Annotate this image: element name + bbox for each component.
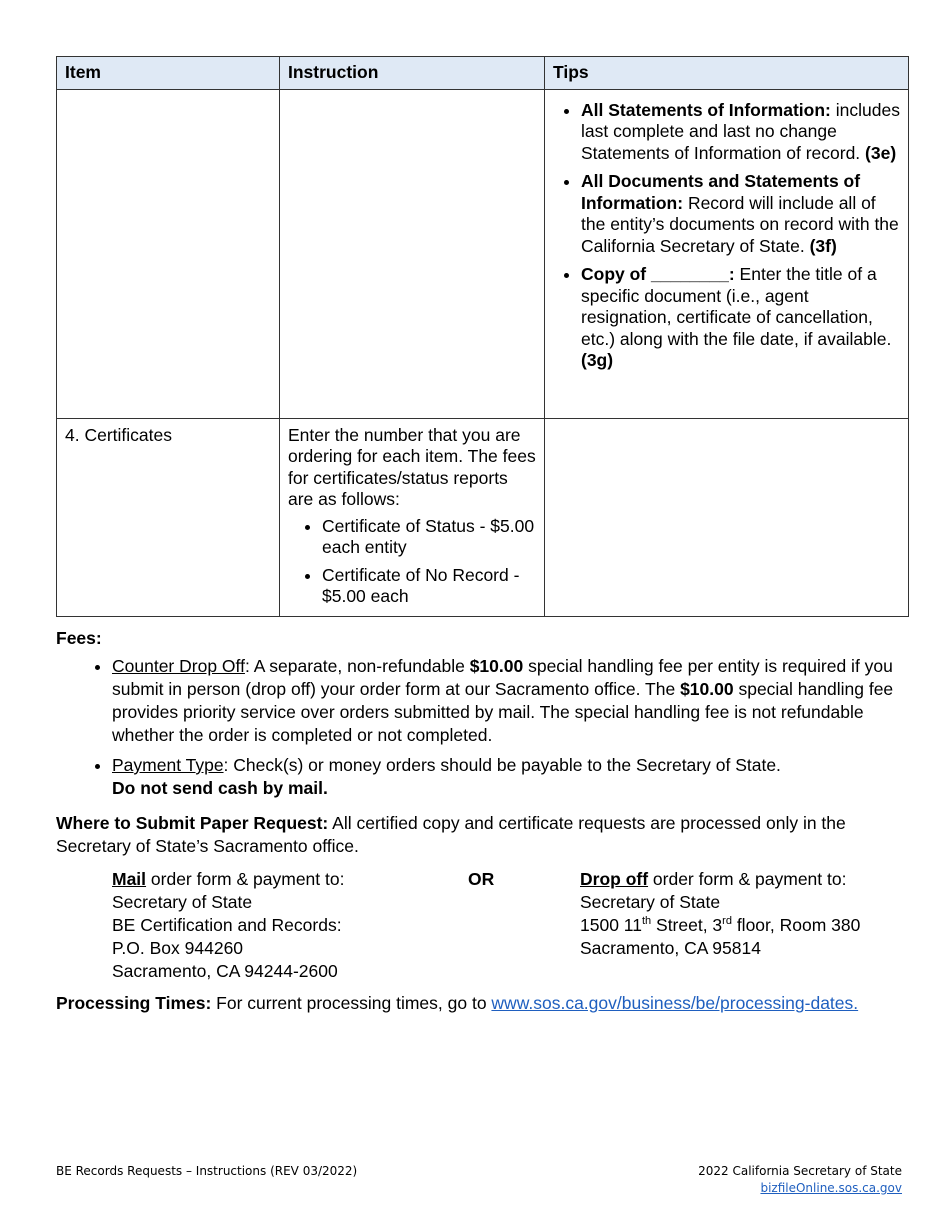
item-cell: 4. Certificates: [57, 418, 280, 616]
tips-cell: [545, 89, 909, 418]
payment-warning: Do not send cash by mail.: [112, 778, 328, 798]
address-line: Secretary of State: [580, 892, 721, 912]
ordinal-suffix: th: [641, 915, 652, 928]
ordinal-suffix: rd: [722, 915, 732, 928]
processing-dates-link[interactable]: www.sos.ca.gov/business/be/processing-dates.: [491, 993, 859, 1013]
counter-drop-off-label: Counter Drop Off: [112, 656, 245, 676]
processing-text: For current processing times, go to: [211, 993, 492, 1013]
instruction-cell: [280, 418, 545, 616]
drop-off-label: Drop off: [580, 869, 649, 889]
table-row: [57, 89, 909, 418]
street-part: Street, 3: [651, 915, 723, 935]
mail-label-rest: order form & payment to:: [146, 869, 345, 889]
tips-cell: [545, 418, 909, 616]
mail-address: [112, 868, 344, 983]
submit-paragraph: [56, 812, 908, 858]
certificate-list: [288, 516, 536, 608]
submit-text: All certified copy and certificate requests are processed only in the Secretary of State’s Sacramento office.: [56, 813, 846, 856]
address-line: [580, 914, 860, 937]
fee-text: special handling fee provides priority service over orders submitted by mail. The special handling fee is not refundable whether the order is completed or not completed.: [112, 679, 894, 745]
fees-heading: Fees:: [56, 627, 102, 648]
address-line: Sacramento, CA 95814: [580, 938, 761, 958]
address-line: Sacramento, CA 94244-2600: [112, 961, 338, 981]
table-row: [57, 418, 909, 616]
fee-amount: $10.00: [469, 656, 524, 676]
footer-revision: BE Records Requests – Instructions (REV 03/2022): [56, 1164, 358, 1178]
tip-heading: Copy of ________:: [581, 264, 735, 284]
header-instruction: Instruction: [280, 57, 545, 90]
fee-text: special handling fee per entity is required if you submit in person (drop off) your order form at our Sacramento office. The: [112, 656, 893, 699]
document-page: [56, 56, 908, 1015]
header-item: Item: [57, 57, 280, 90]
street-part: 1500 11: [580, 915, 642, 935]
instructions-table: [56, 56, 909, 617]
item-cell: [57, 89, 280, 418]
street-part: floor, Room 380: [731, 915, 861, 935]
fees-list: [56, 655, 908, 800]
bizfile-link[interactable]: bizfileOnline.sos.ca.gov: [760, 1181, 902, 1195]
list-item: [112, 754, 908, 800]
header-tips: Tips: [545, 57, 909, 90]
address-line: P.O. Box 944260: [112, 938, 244, 958]
list-item: • Certificate of Status - $5.00 each entity: [322, 516, 536, 559]
address-line: Secretary of State: [112, 892, 253, 912]
address-section: [56, 868, 908, 986]
tips-list: [553, 100, 900, 372]
footer-right: [698, 1163, 902, 1197]
table-header-row: [57, 57, 909, 90]
tip-text: includes last complete and last no change Statements of Information of record.: [581, 99, 900, 163]
tip-heading: All Statements of Information:: [581, 99, 831, 120]
list-item: [581, 100, 900, 165]
footer-copyright: 2022 California Secretary of State: [698, 1164, 902, 1178]
or-separator: OR: [468, 869, 495, 889]
drop-off-address: [580, 868, 860, 960]
address-line: BE Certification and Records:: [112, 915, 342, 935]
list-item: [581, 264, 900, 372]
payment-text: : Check(s) or money orders should be payable to the Secretary of State.: [223, 755, 781, 775]
tip-text: Record will include all of the entity’s documents on record with the California Secretary of State.: [581, 192, 899, 256]
tip-heading: All Documents and Statements of Information:: [581, 171, 861, 213]
list-item: [581, 171, 900, 257]
instruction-cell: [280, 89, 545, 418]
list-item: • Certificate of No Record - $5.00 each: [322, 565, 536, 608]
processing-heading: Processing Times:: [56, 993, 212, 1013]
mail-label: Mail: [112, 869, 147, 889]
tip-text: Enter the title of a specific document (i.e., agent resignation, certificate of cancellation, etc.) along with the file date, if available.: [581, 264, 892, 349]
submit-heading: Where to Submit Paper Request:: [56, 813, 329, 833]
payment-type-label: Payment Type: [112, 755, 224, 775]
fee-amount: $10.00: [680, 679, 734, 699]
tip-code: (3e): [865, 142, 897, 163]
fee-text: : A separate, non-refundable: [244, 656, 470, 676]
instruction-text: Enter the number that you are ordering for each item. The fees for certificates/status reports are as follows:: [288, 424, 536, 509]
drop-off-label-rest: order form & payment to:: [648, 869, 847, 889]
list-item: [112, 655, 908, 747]
processing-paragraph: [56, 992, 908, 1015]
tip-code: (3g): [581, 350, 614, 370]
tip-code: (3f): [809, 235, 837, 256]
